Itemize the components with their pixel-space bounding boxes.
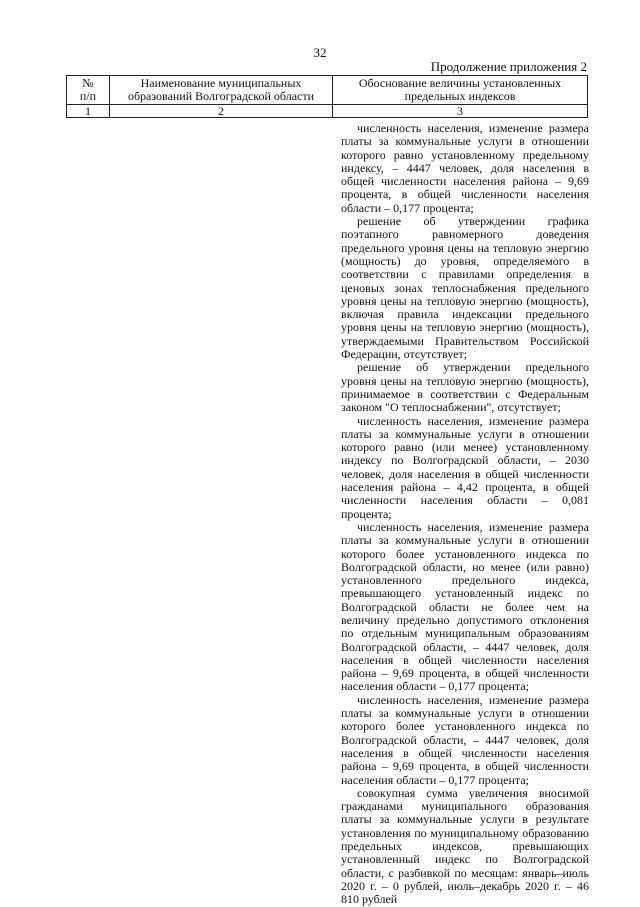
- column-number: 1: [67, 105, 110, 118]
- col-header-number: № п/п: [67, 76, 110, 105]
- header-row: [67, 76, 588, 105]
- page-number: 32: [313, 45, 327, 60]
- paragraph: решение об утверждении предельного уровня цены на тепловую энергию (мощность), принимаемое в соответствии с Федеральным законом "О теплоснабжении", отсутствует;: [341, 360, 589, 415]
- justification-text: [341, 122, 589, 907]
- continuation-caption: Продолжение приложения 2: [430, 59, 587, 74]
- paragraph: решение об утверждении графика поэтапного равномерного доведения предельного уровня цены на тепловую энергию (мощность) до уровня, определяемого в соответствии с правилами определения в ценовых зонах теплоснабжения предельного уровня цены на тепловую энергию (мощность), включая правила индексации предельного уровня цены на тепловую энергию (мощность), утверждаемыми Правительством Российской Федерации, отсутствует;: [341, 214, 589, 362]
- paragraph: численность населения, изменение размера платы за коммунальные услуги в отношении которого равно (или менее) установленному индексу по Волгоградской области, – 2030 человек, доля населения в общей численности населения района – 4,42 процента, в общей численности населения области – 0,081 процента;: [341, 413, 589, 521]
- col-header-municipality: Наименование муниципальных образований Волгоградской области: [110, 76, 333, 105]
- column-number: 3: [333, 105, 588, 118]
- column-number-row: [67, 105, 588, 118]
- column-number: 2: [110, 105, 333, 118]
- paragraph: численность населения, изменение размера платы за коммунальные услуги в отношении которого равно установленному предельному индексу, – 4447 человек, доля населения в общей численности населения района – 9,69 процента, в общей численности населения области – 0,177 процента;: [341, 121, 589, 215]
- paragraph: совокупная сумма увеличения вносимой гражданами муниципального образования платы за коммунальные услуги в результате установления по муниципальному образованию предельных индексов, превышающих установленный индекс по Волгоградской области, с разбивкой по месяцам: январь–июль 2020 г. – 0 рублей, июль–декабрь 2020 г. – 46 810 рублей: [341, 785, 589, 907]
- appendix-table-header: [66, 75, 588, 118]
- paragraph: численность населения, изменение размера платы за коммунальные услуги в отношении которого более установленного индекса по Волгоградской области, но менее (или равно) установленного предельного индекса, превышающего установленный индекс по Волгоградской области не более чем на величину предельно допустимого отклонения по отдельным муниципальным образованиям Волгоградской области, – 4447 человек, доля населения в общей численности населения района – 9,69 процента, в общей численности населения области – 0,177 процента;: [341, 519, 589, 694]
- paragraph: численность населения, изменение размера платы за коммунальные услуги в отношении которого более установленного индекса по Волгоградской области, – 4447 человек, доля населения в общей численности населения района – 9,69 процента, в общей численности населения области – 0,177 процента;: [341, 692, 589, 787]
- col-header-justification: Обоснование величины установленных предельных индексов: [333, 76, 588, 105]
